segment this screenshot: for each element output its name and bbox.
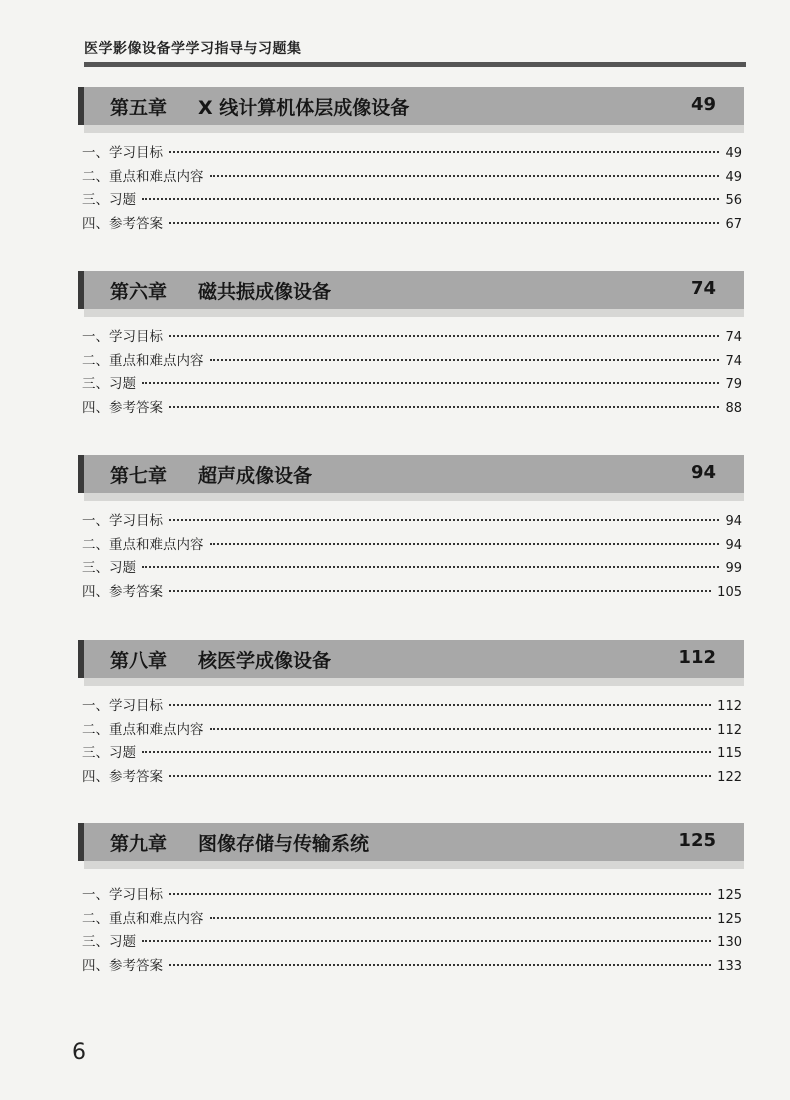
toc-entry-list <box>78 883 744 977</box>
toc-entry[interactable] <box>78 509 744 533</box>
toc-entry-page: 105 <box>717 584 742 600</box>
toc-entry-label: 三、习题 <box>82 376 136 393</box>
dot-leader <box>142 198 719 200</box>
chapter-title: X 线计算机体层成像设备 <box>198 97 410 119</box>
chapter-title: 图像存储与传输系统 <box>198 833 370 855</box>
dot-leader <box>169 222 719 224</box>
toc-entry[interactable] <box>78 396 744 420</box>
toc-entry-page: 94 <box>725 514 742 529</box>
dot-leader <box>142 940 711 942</box>
toc-entry-page: 112 <box>717 699 742 714</box>
chapter-number: 第五章 <box>110 97 168 119</box>
chapter-page-number: 125 <box>678 830 716 851</box>
toc-entry-label: 四、参考答案 <box>82 399 163 416</box>
toc-entry-label: 二、重点和难点内容 <box>82 910 204 927</box>
toc-entry-list <box>78 325 744 419</box>
toc-entry-page: 94 <box>725 537 742 553</box>
toc-entry[interactable] <box>78 165 744 189</box>
chapter-section-6 <box>78 271 744 419</box>
toc-entry-page: 49 <box>725 169 742 185</box>
chapter-heading-bar[interactable] <box>78 823 744 861</box>
chapter-section-7 <box>78 455 744 603</box>
toc-entry-page: 99 <box>725 561 742 577</box>
dot-leader <box>169 151 719 153</box>
chapter-number: 第七章 <box>110 465 168 487</box>
page-number: 6 <box>72 1040 86 1065</box>
toc-entry-label: 一、学习目标 <box>82 698 163 714</box>
chapter-page-number: 112 <box>678 647 716 668</box>
toc-entry[interactable] <box>78 212 744 236</box>
toc-entry-label: 二、重点和难点内容 <box>82 168 204 185</box>
toc-entry-label: 三、习题 <box>82 934 136 951</box>
toc-entry-page: 112 <box>717 722 742 738</box>
toc-entry[interactable] <box>78 741 744 765</box>
toc-entry-label: 一、学习目标 <box>82 887 163 903</box>
dot-leader <box>142 382 719 384</box>
dot-leader <box>169 406 719 408</box>
toc-entry-label: 四、参考答案 <box>82 215 163 232</box>
toc-entry-label: 四、参考答案 <box>82 957 163 974</box>
dot-leader <box>169 590 711 592</box>
toc-entry-label: 二、重点和难点内容 <box>82 352 204 369</box>
dot-leader <box>210 359 720 361</box>
toc-entry-page: 133 <box>717 958 742 974</box>
toc-entry-label: 一、学习目标 <box>82 513 163 529</box>
toc-entry-page: 67 <box>725 216 742 232</box>
toc-entry-page: 49 <box>725 146 742 161</box>
chapter-number: 第九章 <box>110 833 168 855</box>
toc-entry[interactable] <box>78 325 744 349</box>
toc-entry[interactable] <box>78 188 744 212</box>
toc-entry-page: 74 <box>725 330 742 345</box>
toc-entry-label: 三、习题 <box>82 745 136 762</box>
toc-entry-page: 115 <box>717 746 742 762</box>
chapter-section-8 <box>78 640 744 788</box>
dot-leader <box>142 566 719 568</box>
toc-entry[interactable] <box>78 372 744 396</box>
toc-entry-page: 125 <box>717 888 742 903</box>
toc-entry-label: 一、学习目标 <box>82 145 163 161</box>
header-rule <box>84 62 746 67</box>
chapter-heading-bar[interactable] <box>78 87 744 125</box>
running-head: 医学影像设备学学习指导与习题集 <box>84 41 302 57</box>
chapter-page-number: 74 <box>690 278 716 299</box>
toc-entry-page: 88 <box>725 400 742 416</box>
toc-entry-page: 130 <box>717 935 742 951</box>
dot-leader <box>210 175 720 177</box>
dot-leader <box>169 704 711 706</box>
toc-entry-list <box>78 694 744 788</box>
toc-entry-label: 三、习题 <box>82 560 136 577</box>
toc-entry[interactable] <box>78 907 744 931</box>
chapter-page-number: 49 <box>690 94 716 115</box>
toc-entry[interactable] <box>78 718 744 742</box>
toc-entry[interactable] <box>78 533 744 557</box>
chapter-title: 超声成像设备 <box>198 465 313 487</box>
toc-entry-list <box>78 509 744 603</box>
chapter-page-number: 94 <box>690 462 716 483</box>
toc-entry-label: 一、学习目标 <box>82 329 163 345</box>
dot-leader <box>169 775 711 777</box>
toc-entry-label: 三、习题 <box>82 192 136 209</box>
toc-entry[interactable] <box>78 580 744 604</box>
toc-entry[interactable] <box>78 930 744 954</box>
dot-leader <box>210 917 712 919</box>
toc-entry-page: 125 <box>717 911 742 927</box>
toc-entry[interactable] <box>78 694 744 718</box>
toc-entry-list <box>78 141 744 235</box>
toc-entry-page: 56 <box>725 193 742 209</box>
toc-entry-label: 四、参考答案 <box>82 768 163 785</box>
chapter-section-5 <box>78 87 744 235</box>
toc-entry-page: 122 <box>717 769 742 785</box>
toc-entry[interactable] <box>78 883 744 907</box>
dot-leader <box>169 893 711 895</box>
toc-entry[interactable] <box>78 349 744 373</box>
toc-entry-page: 74 <box>725 353 742 369</box>
chapter-number: 第六章 <box>110 281 168 303</box>
toc-entry[interactable] <box>78 954 744 978</box>
toc-entry[interactable] <box>78 141 744 165</box>
toc-entry-page: 79 <box>725 377 742 393</box>
dot-leader <box>169 519 719 521</box>
chapter-section-9 <box>78 823 744 977</box>
toc-entry-label: 二、重点和难点内容 <box>82 721 204 738</box>
toc-entry[interactable] <box>78 556 744 580</box>
chapter-heading-bar[interactable] <box>78 271 744 309</box>
toc-entry-label: 四、参考答案 <box>82 583 163 600</box>
dot-leader <box>142 751 711 753</box>
dot-leader <box>169 964 711 966</box>
dot-leader <box>210 543 720 545</box>
dot-leader <box>169 335 719 337</box>
chapter-heading-bar[interactable] <box>78 640 744 678</box>
toc-entry[interactable] <box>78 765 744 789</box>
dot-leader <box>210 728 712 730</box>
chapter-title: 核医学成像设备 <box>198 650 332 672</box>
chapter-title: 磁共振成像设备 <box>198 281 332 303</box>
chapter-heading-bar[interactable] <box>78 455 744 493</box>
chapter-number: 第八章 <box>110 650 168 672</box>
toc-entry-label: 二、重点和难点内容 <box>82 536 204 553</box>
